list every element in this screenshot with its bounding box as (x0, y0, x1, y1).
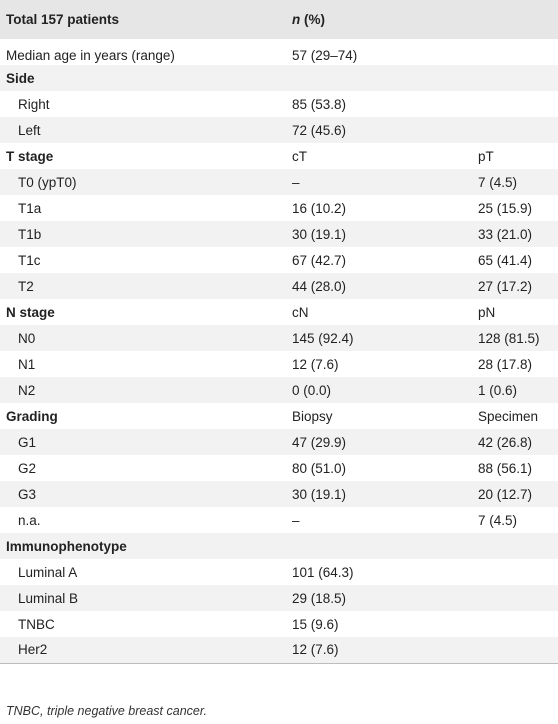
row-label: Her2 (18, 642, 48, 658)
table-row (0, 377, 558, 403)
row-value-1: 16 (10.2) (292, 200, 347, 216)
row-label: N0 (18, 330, 36, 346)
row-value-2: 28 (17.8) (478, 356, 533, 372)
row-value-1: 145 (92.4) (292, 330, 354, 346)
row-label: n.a. (18, 512, 41, 528)
row-value-2: 7 (4.5) (478, 512, 518, 528)
row-value-2 (472, 39, 558, 65)
row-value-2: 33 (21.0) (478, 226, 533, 242)
table-footnote: TNBC, triple negative breast cancer. (6, 704, 208, 718)
row-value-2 (472, 611, 558, 637)
table-row (0, 637, 558, 663)
row-value-1: 57 (29–74) (292, 47, 358, 63)
row-label: T1a (18, 200, 42, 216)
table-row (0, 325, 558, 351)
row-value-2 (472, 559, 558, 585)
section-label: Grading (6, 408, 58, 424)
row-value-2: 1 (0.6) (478, 382, 518, 398)
table-row (0, 481, 558, 507)
table-header (0, 0, 558, 39)
row-value-2: 128 (81.5) (478, 330, 540, 346)
row-value-1: 12 (7.6) (292, 642, 339, 658)
table-row (0, 91, 558, 117)
table-row (0, 507, 558, 533)
table-row (0, 559, 558, 585)
row-value-1 (286, 65, 472, 91)
row-value-1: 30 (19.1) (292, 226, 347, 242)
row-value-2: 42 (26.8) (478, 434, 533, 450)
row-value-1: 44 (28.0) (292, 278, 347, 294)
header-col3 (472, 0, 558, 39)
row-value-2: Specimen (478, 408, 539, 424)
row-label: Median age in years (range) (6, 47, 175, 63)
table-row (0, 611, 558, 637)
row-value-1: 12 (7.6) (292, 356, 339, 372)
row-value-1: Biopsy (292, 408, 333, 424)
row-value-1: – (292, 174, 300, 190)
row-value-2: 7 (4.5) (478, 174, 518, 190)
row-value-2 (472, 117, 558, 143)
row-label: T1b (18, 226, 42, 242)
row-label: Left (18, 122, 41, 138)
section-label: Side (6, 70, 35, 86)
row-label: T0 (ypT0) (18, 174, 77, 190)
row-value-2 (472, 637, 558, 663)
row-label: T2 (18, 278, 34, 294)
row-label: G2 (18, 460, 37, 476)
row-value-1: 72 (45.6) (292, 122, 347, 138)
row-value-1: 15 (9.6) (292, 616, 339, 632)
row-value-1: 85 (53.8) (292, 96, 347, 112)
row-label: G1 (18, 434, 37, 450)
section-row (0, 65, 558, 91)
row-value-1: – (292, 512, 300, 528)
row-label: G3 (18, 486, 37, 502)
header-row (0, 0, 558, 39)
row-value-1: 67 (42.7) (292, 252, 347, 268)
row-value-1: 80 (51.0) (292, 460, 347, 476)
table-row (0, 195, 558, 221)
row-value-2 (472, 65, 558, 91)
table-row (0, 455, 558, 481)
row-value-2: pT (478, 148, 494, 164)
row-value-2: pN (478, 304, 496, 320)
table-row (0, 351, 558, 377)
row-label: N2 (18, 382, 36, 398)
table-row (0, 117, 558, 143)
section-row (0, 143, 558, 169)
row-value-1: 29 (18.5) (292, 590, 347, 606)
section-row (0, 533, 558, 559)
table-row (0, 247, 558, 273)
table-row (0, 221, 558, 247)
row-value-1: 101 (64.3) (292, 564, 354, 580)
row-value-1: cN (292, 304, 309, 320)
section-label: N stage (6, 304, 55, 320)
row-value-2 (472, 585, 558, 611)
row-label: Right (18, 96, 50, 112)
row-value-2: 25 (15.9) (478, 200, 533, 216)
section-label: Immunophenotype (6, 538, 127, 554)
row-value-2 (472, 91, 558, 117)
row-value-1: 0 (0.0) (292, 382, 332, 398)
row-value-2: 27 (17.2) (478, 278, 533, 294)
table-body (0, 39, 558, 663)
row-label: Luminal B (18, 590, 79, 606)
row-value-1: 30 (19.1) (292, 486, 347, 502)
table-row (0, 39, 558, 65)
table-row (0, 585, 558, 611)
row-value-2: 88 (56.1) (478, 460, 533, 476)
section-row (0, 403, 558, 429)
section-label: T stage (6, 148, 54, 164)
row-value-1 (286, 533, 472, 559)
row-label: Luminal A (18, 564, 78, 580)
table-row (0, 169, 558, 195)
header-total-patients: Total 157 patients (6, 12, 120, 27)
header-n-percent (286, 0, 472, 39)
row-value-2: 65 (41.4) (478, 252, 533, 268)
section-row (0, 299, 558, 325)
row-value-2 (472, 533, 558, 559)
table-row (0, 429, 558, 455)
row-label: TNBC (18, 616, 55, 632)
row-value-1: 47 (29.9) (292, 434, 347, 450)
header-n-italic: n (292, 12, 301, 27)
row-label: N1 (18, 356, 36, 372)
header-percent: (%) (300, 12, 325, 27)
table-row (0, 273, 558, 299)
row-label: T1c (18, 252, 41, 268)
row-value-1: cT (292, 148, 307, 164)
row-value-2: 20 (12.7) (478, 486, 533, 502)
